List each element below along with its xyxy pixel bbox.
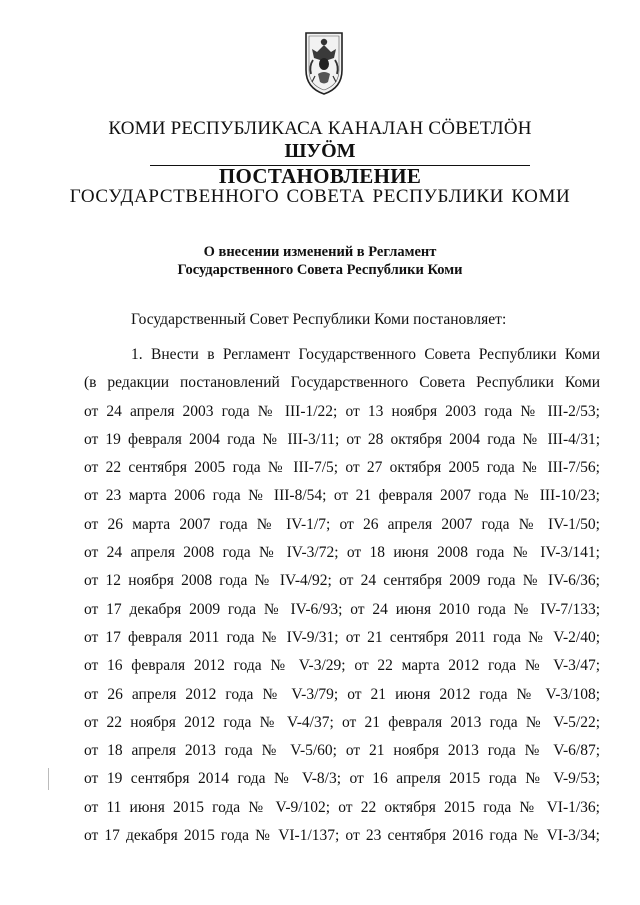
scan-margin-mark <box>48 768 49 790</box>
header-ru-council: ГОСУДАРСТВЕННОГО СОВЕТА РЕСПУБЛИКИ КОМИ <box>69 186 571 207</box>
body-line: (в редакции постановлений Государственного Совета Республики Коми <box>84 374 600 392</box>
body-line: от 24 апреля 2003 года № III-1/22; от 13 ноября 2003 года № III-2/53; <box>84 402 600 420</box>
body-line: от 16 февраля 2012 года № V-3/29; от 22 марта 2012 года № V-3/47; <box>84 657 600 675</box>
body-line: от 26 марта 2007 года № IV-1/7; от 26 апреля 2007 года № IV-1/50; <box>84 515 600 533</box>
body-line: от 11 июня 2015 года № V-9/102; от 22 октября 2015 года № VI-1/36; <box>84 798 600 816</box>
body-line: от 26 апреля 2012 года № V-3/79; от 21 июня 2012 года № V-3/108; <box>84 685 600 703</box>
header-komi-title: КОМИ РЕСПУБЛИКАСА КАНАЛАН СÖВЕТЛÖН <box>108 118 532 139</box>
title-line-2: Государственного Совета Республики Коми <box>177 262 463 278</box>
body-line: от 23 марта 2006 года № III-8/54; от 21 февраля 2007 года № III-10/23; <box>84 487 600 505</box>
body-text <box>84 341 600 850</box>
body-line: от 24 апреля 2008 года № IV-3/72; от 18 июня 2008 года № IV-3/141; <box>84 544 600 562</box>
intro-paragraph: Государственный Совет Республики Коми постановляет: <box>131 311 507 328</box>
body-line: от 19 февраля 2004 года № III-3/11; от 28 октября 2004 года № III-4/31; <box>84 430 600 448</box>
body-line: от 17 декабря 2009 года № IV-6/93; от 24 июня 2010 года № IV-7/133; <box>84 600 600 618</box>
header-ru-decree: ПОСТАНОВЛЕНИЕ <box>218 164 422 188</box>
body-line: от 22 ноября 2012 года № V-4/37; от 21 февраля 2013 года № V-5/22; <box>84 713 600 731</box>
coat-of-arms-icon <box>303 30 345 96</box>
body-line: от 19 сентября 2014 года № V-8/3; от 16 апреля 2015 года № V-9/53; <box>84 770 600 788</box>
body-line: от 18 апреля 2013 года № V-5/60; от 21 ноября 2013 года № V-6/87; <box>84 742 600 760</box>
title-line-1: О внесении изменений в Регламент <box>203 244 437 260</box>
document-title <box>0 243 640 279</box>
body-line: от 12 ноября 2008 года № IV-4/92; от 24 сентября 2009 года № IV-6/36; <box>84 572 600 590</box>
body-line: от 22 сентября 2005 года № III-7/5; от 27 октября 2005 года № III-7/56; <box>84 459 600 477</box>
body-line: 1. Внести в Регламент Государственного Совета Республики Коми <box>131 346 600 363</box>
header-komi-decree: ШУÖМ <box>284 140 356 162</box>
body-line: от 17 декабря 2015 года № VI-1/137; от 23 сентября 2016 года № VI-3/34; <box>84 827 600 845</box>
body-line: от 17 февраля 2011 года № IV-9/31; от 21 сентября 2011 года № V-2/40; <box>84 628 600 646</box>
